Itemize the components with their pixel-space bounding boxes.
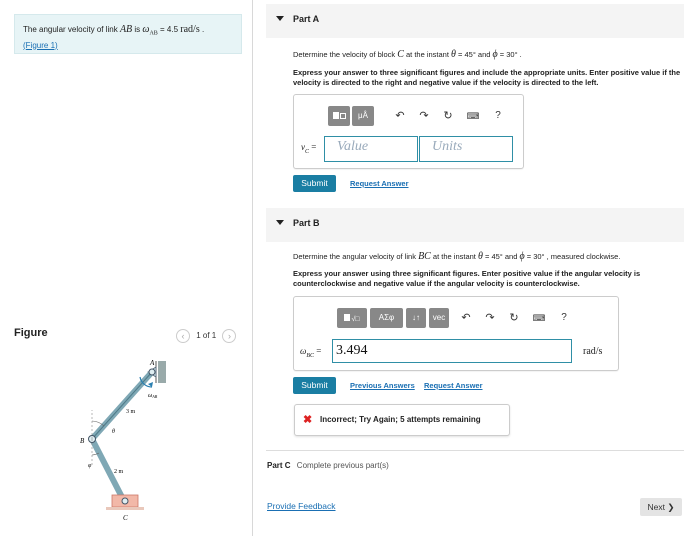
redo-icon[interactable]: ↷ (419, 110, 429, 122)
templates-button[interactable] (328, 106, 350, 126)
subsup-button[interactable]: ↓↑ (406, 308, 426, 328)
part-b-question: Determine the angular velocity of link BC at the instant θ = 45° and ϕ = 30° , measured clockwise. (293, 251, 621, 262)
omega-bc-label: $\omega_{BC}$ = (300, 346, 322, 359)
keyboard-icon[interactable]: ⌨ (532, 313, 546, 323)
reset-icon[interactable]: ↻ (509, 312, 519, 324)
previous-answers-link[interactable]: Previous Answers (350, 381, 415, 390)
figure-pager (176, 329, 236, 343)
label-omega: ωAB (148, 393, 158, 399)
collapse-caret-icon[interactable] (276, 16, 284, 21)
answer-input[interactable] (332, 339, 572, 363)
problem-text: The angular velocity of link (23, 25, 120, 34)
part-c-row (267, 461, 389, 470)
label-B: B (80, 437, 85, 445)
part-a-answer-panel (293, 94, 524, 169)
prev-figure-button[interactable]: ‹ (176, 329, 190, 343)
problem-text-end: . (199, 25, 205, 34)
error-x-icon: ✖ (303, 414, 313, 426)
label-A: A (150, 359, 155, 367)
label-C: C (123, 514, 128, 522)
keyboard-icon[interactable]: ⌨ (466, 111, 480, 121)
part-b-submit-button[interactable]: Submit (293, 377, 336, 394)
units-placeholder: Units (432, 139, 463, 154)
link-name: AB (119, 24, 133, 35)
label-theta: θ (112, 429, 115, 435)
value-placeholder: Value (337, 139, 369, 154)
omega-subscript: AB (149, 30, 158, 37)
part-a-question: Determine the velocity of block C at the instant θ = 45° and ϕ = 30° . (293, 49, 522, 60)
label-2m: 2 m (114, 469, 124, 475)
part-a-title: Part A (293, 14, 320, 24)
part-c-divider (266, 450, 684, 451)
answer-value: 3.494 (336, 343, 368, 358)
units-input[interactable] (419, 136, 513, 162)
vector-button[interactable]: vec (429, 308, 449, 328)
omega-unit: rad/s (180, 24, 200, 35)
problem-text-mid: is (132, 25, 143, 34)
provide-feedback-link[interactable]: Provide Feedback (267, 501, 336, 511)
figure-link[interactable]: (Figure 1) (23, 40, 58, 50)
omega-symbol: ω (142, 24, 150, 35)
part-c-status: Complete previous part(s) (296, 461, 389, 470)
problem-statement (14, 14, 242, 54)
label-phi: φ (88, 463, 92, 469)
mechanism-figure (70, 355, 180, 525)
part-b-title: Part B (293, 218, 320, 228)
next-figure-button[interactable]: › (222, 329, 236, 343)
feedback-message: Incorrect; Try Again; 5 attempts remaining (320, 415, 481, 424)
next-button[interactable]: Next ❯ (640, 498, 682, 516)
part-b-answer-panel (293, 296, 619, 371)
figure-heading: Figure (14, 327, 48, 339)
part-a-request-answer[interactable]: Request Answer (350, 179, 409, 188)
label-3m: 3 m (126, 409, 136, 415)
part-b-instructions: Express your answer using three significant figures. Enter positive value if the angular velocity is counterclockwise and negative value if the angular velocity is counterclockwise. (293, 269, 641, 288)
part-b-header[interactable] (266, 208, 684, 242)
omega-value: = 4.5 (157, 25, 181, 34)
units-button[interactable]: μÅ (352, 106, 374, 126)
part-a-header[interactable] (266, 4, 684, 38)
ground (106, 507, 144, 510)
part-a-instructions: Express your answer to three significant figures and include the appropriate units. Enter positive value if the velocity is directed to the right and negative value if the velocity is directed to the left. (293, 68, 681, 87)
part-c-title: Part C (267, 461, 291, 470)
answer-unit: rad/s (583, 346, 603, 357)
reset-icon[interactable]: ↻ (443, 110, 453, 122)
vc-label: $v_C$ = (301, 142, 317, 155)
part-b-request-answer[interactable]: Request Answer (424, 381, 483, 390)
help-icon[interactable]: ? (561, 312, 567, 323)
figure-page-count: 1 of 1 (196, 331, 217, 341)
redo-icon[interactable]: ↷ (485, 312, 495, 324)
symbols-button[interactable]: ΑΣφ (370, 308, 403, 328)
collapse-caret-icon[interactable] (276, 220, 284, 225)
pane-divider (252, 0, 253, 536)
help-icon[interactable]: ? (495, 110, 501, 121)
undo-icon[interactable]: ↶ (395, 110, 405, 122)
part-a-submit-button[interactable]: Submit (293, 175, 336, 192)
templates-button[interactable]: √□ (337, 308, 367, 328)
feedback-box (294, 404, 510, 436)
undo-icon[interactable]: ↶ (461, 312, 471, 324)
wall-support (158, 361, 166, 383)
value-input[interactable] (324, 136, 418, 162)
